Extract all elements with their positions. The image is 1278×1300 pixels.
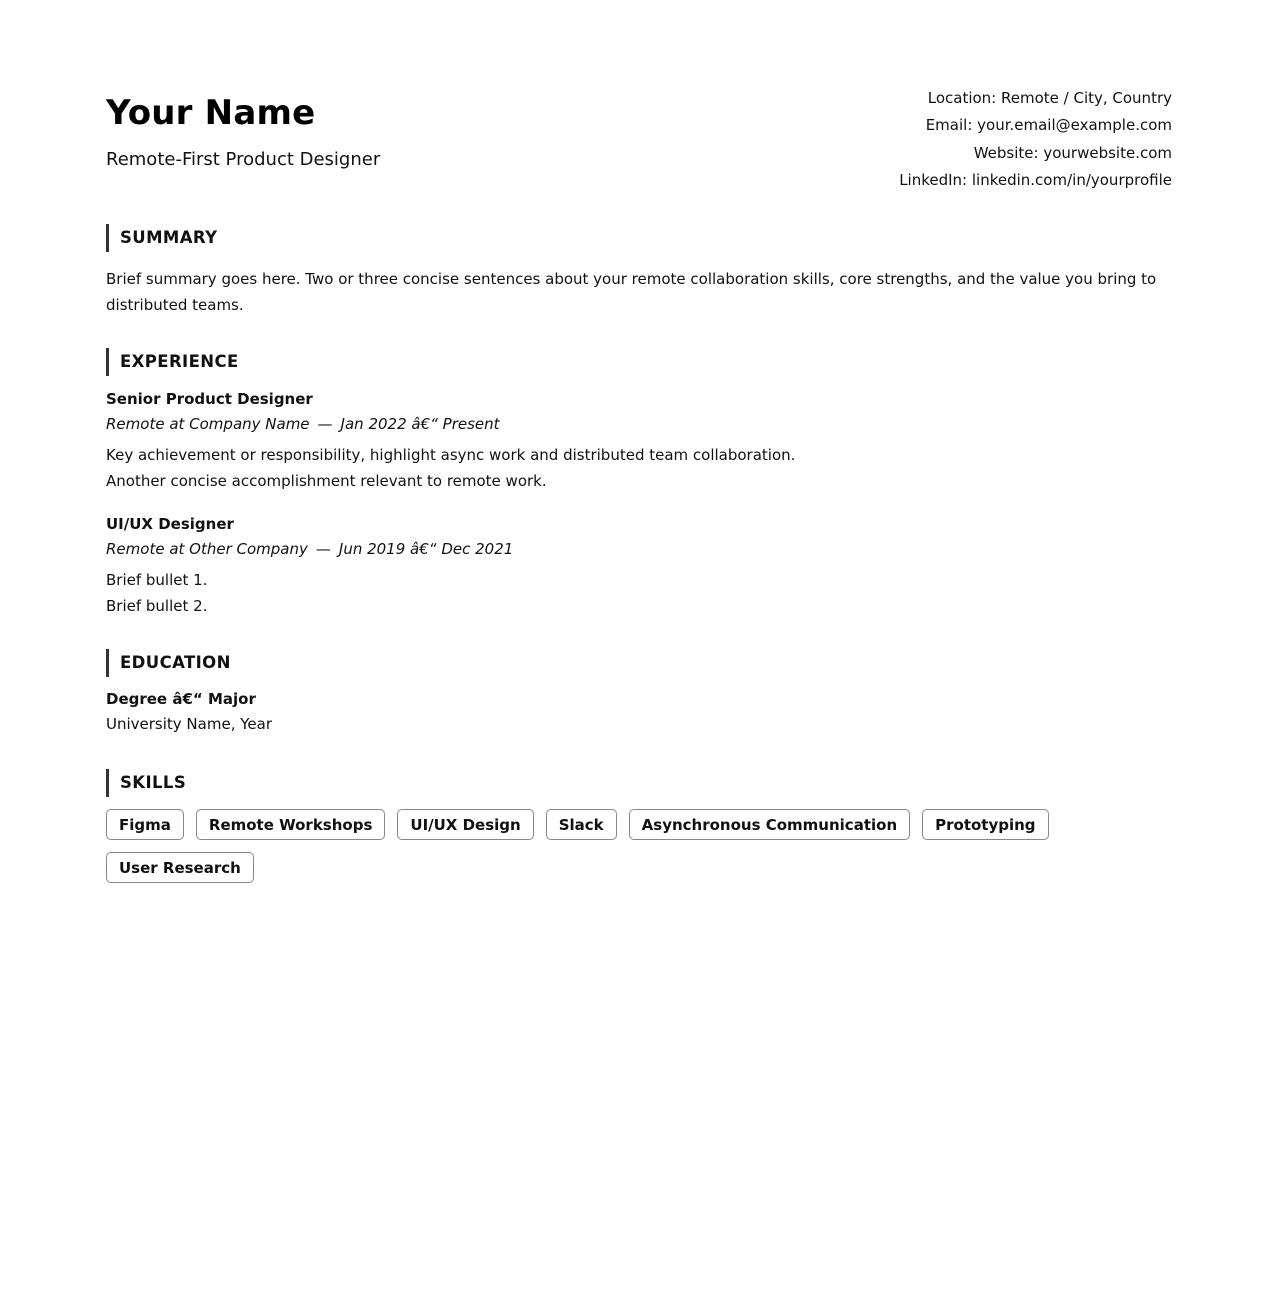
job-bullet: Key achievement or responsibility, highlight async work and distributed team collaboration. [106,446,796,464]
candidate-name: Your Name [106,93,316,133]
job-title: Senior Product Designer [106,390,313,408]
skill-tag-remote-workshops: Remote Workshops [196,809,386,840]
summary-heading: SUMMARY [106,224,1172,252]
skill-tag-slack: Slack [546,809,617,840]
job-title: UI/UX Designer [106,515,234,533]
contact-email: Email: your.email@example.com [925,116,1172,135]
job-company: Remote at Other Company [106,540,308,558]
job-dates: Jan 2022 â€“ Present [340,415,500,433]
job-bullet: Another concise accomplishment relevant to remote work. [106,471,547,490]
contact-website: Website: yourwebsite.com [973,143,1172,162]
education-heading: EDUCATION [106,649,1172,677]
meta-separator: — [317,415,333,433]
job-bullet: Brief bullet 1. [106,571,208,589]
contact-location: Location: Remote / City, Country [927,89,1172,107]
education-school: University Name, Year [106,715,272,733]
job-entry [106,387,1172,494]
job-bullets [106,568,1172,619]
job-dates: Jun 2019 â€“ Dec 2021 [338,540,514,558]
skills-section [106,769,1172,883]
job-company: Remote at Company Name [106,415,310,433]
skill-tag-figma: Figma [106,809,184,840]
resume-header [106,0,1172,200]
education-degree: Degree â€“ Major [106,690,256,708]
skill-tag-prototyping: Prototyping [922,809,1048,840]
contact-linkedin: LinkedIn: linkedin.com/in/yourprofile [899,170,1172,189]
contact-info [899,85,1172,194]
summary-text: Brief summary goes here. Two or three concise sentences about your remote collaboration skills, core strengths, and the value you bring to distributed teams. [106,270,1157,314]
education-section [106,649,1172,737]
meta-separator: — [315,540,331,558]
experience-heading: EXPERIENCE [106,348,1172,376]
skill-tag-async-communication: Asynchronous Communication [629,809,910,840]
skills-heading: SKILLS [106,769,1172,797]
skills-list [106,809,1172,883]
job-entry [106,512,1172,619]
experience-section [106,348,1172,619]
job-meta [106,412,1172,437]
job-bullet: Brief bullet 2. [106,596,208,615]
candidate-title: Remote-First Product Designer [106,149,381,170]
job-bullets [106,443,1172,494]
skill-tag-ui-ux-design: UI/UX Design [397,809,533,840]
summary-section [106,224,1172,318]
skill-tag-user-research: User Research [106,852,254,883]
job-meta [106,537,1172,562]
